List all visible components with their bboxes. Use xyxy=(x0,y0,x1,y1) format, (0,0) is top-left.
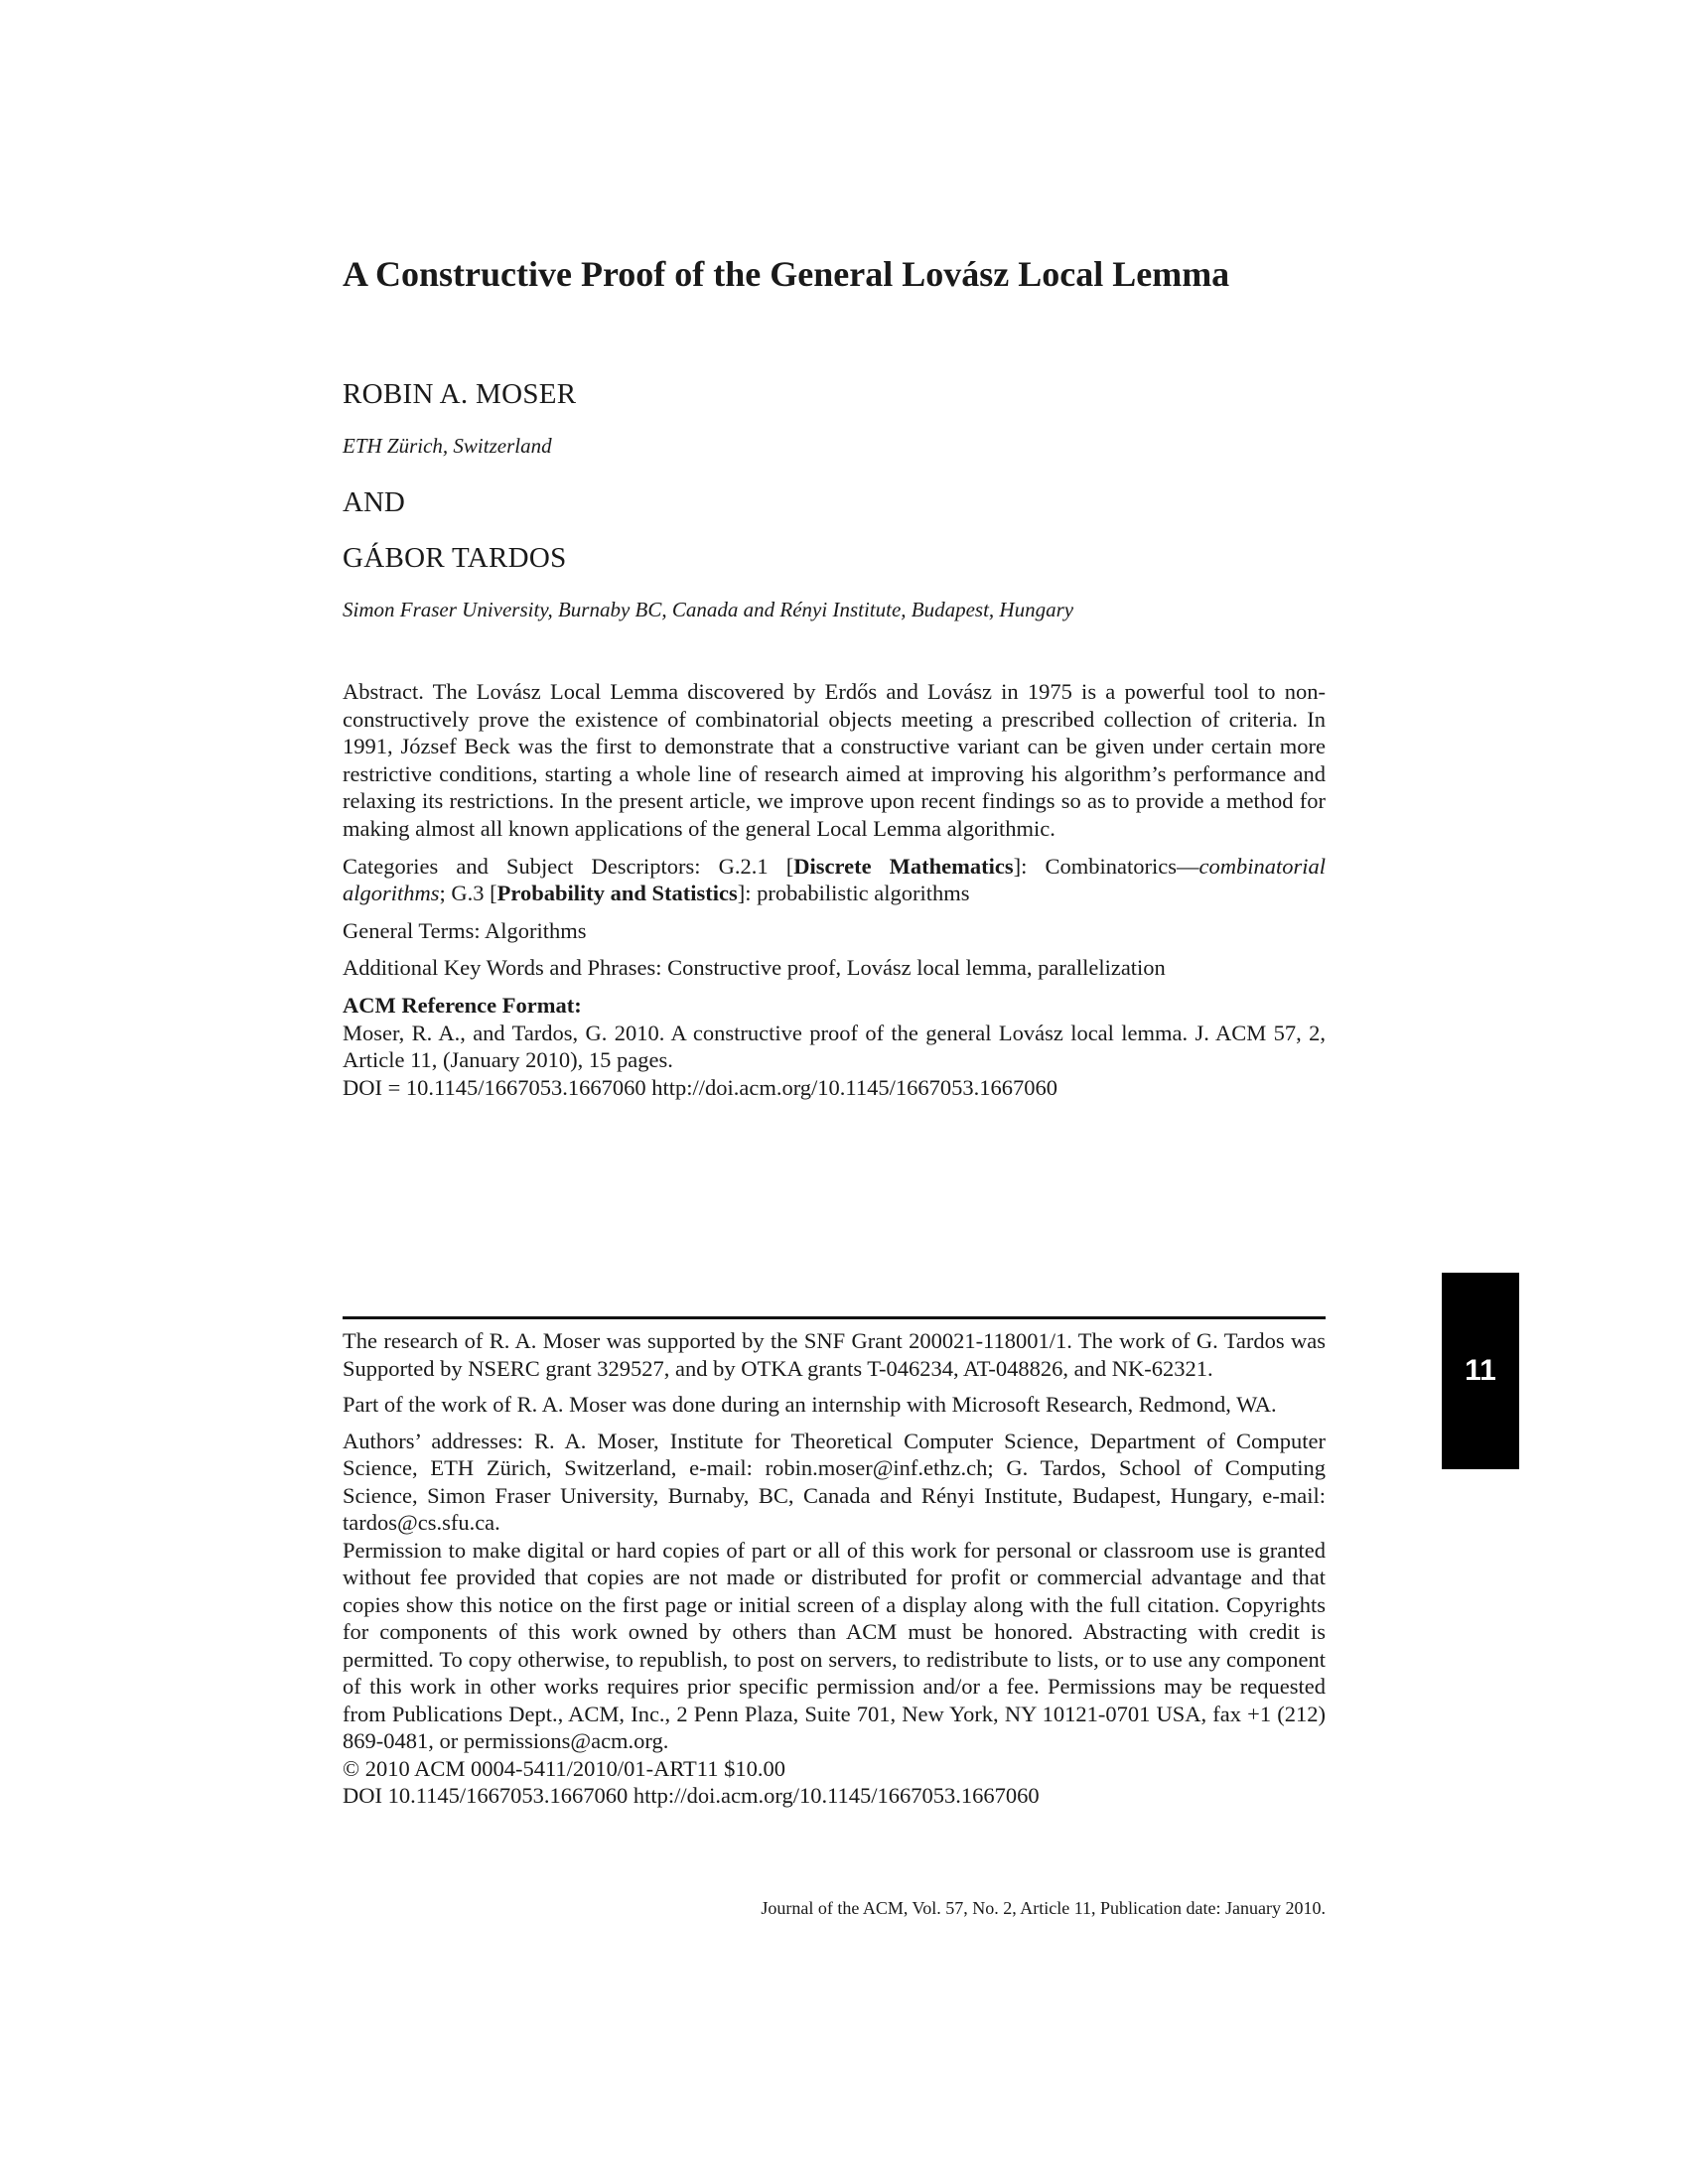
abstract-text: Abstract. The Lovász Local Lemma discovered by Erdős and Lovász in 1975 is a powerful tool to non-constructively prove the existence of combinatorial objects meeting a prescribed collection of criteria. In 1991, József Beck was the first to demonstrate that a constructive variant can be given under certain more restrictive conditions, starting a whole line of research aimed at improving his algorithm’s performance and relaxing its restrictions. In the present article, we improve upon recent findings so as to provide a method for making almost all known applications of the general Local Lemma algorithmic. xyxy=(343,679,1326,841)
footnotes-section xyxy=(343,1327,1326,1810)
author-affiliation-2: Simon Fraser University, Burnaby BC, Canada and Rényi Institute, Budapest, Hungary xyxy=(343,598,1074,621)
general-terms: General Terms: Algorithms xyxy=(343,917,587,943)
footnote-addresses: Authors’ addresses: R. A. Moser, Institute for Theoretical Computer Science, Department of Computer Science, ETH Zürich, Switzerland, e-mail: robin.moser@inf.ethz.ch; G. Tardos, School of Computing Science, Simon Fraser University, Burnaby, BC, Canada and Rényi Institute, Budapest, Hungary, e-mail: tardos@cs.sfu.ca. xyxy=(343,1428,1326,1535)
footnote-internship: Part of the work of R. A. Moser was done during an internship with Microsoft Research, Redmond, WA. xyxy=(343,1392,1277,1417)
footnote-funding: The research of R. A. Moser was supported by the SNF Grant 200021-118001/1. The work of G. Tardos was Supported by NSERC grant 329527, and by OTKA grants T-046234, AT-048826, and NK-62321. xyxy=(343,1328,1326,1381)
footnote-doi: DOI 10.1145/1667053.1667060 http://doi.acm.org/10.1145/1667053.1667060 xyxy=(343,1783,1040,1808)
running-footer: Journal of the ACM, Vol. 57, No. 2, Article 11, Publication date: January 2010. xyxy=(761,1898,1326,1918)
author-conjunction: AND xyxy=(343,486,405,518)
paper-title: A Constructive Proof of the General Lovász Local Lemma xyxy=(343,254,1230,294)
category-discrete-math: Discrete Mathematics xyxy=(793,853,1014,879)
categories-end: ]: probabilistic algorithms xyxy=(737,881,970,906)
category-probability-statistics: Probability and Statistics xyxy=(496,881,738,906)
author-name-1: ROBIN A. MOSER xyxy=(343,378,577,410)
footnote-divider xyxy=(343,1316,1326,1319)
categories-mid1: ]: Combinatorics— xyxy=(1013,853,1199,879)
keywords: Additional Key Words and Phrases: Constructive proof, Lovász local lemma, parallelization xyxy=(343,955,1166,981)
categories-prefix: Categories and Subject Descriptors: G.2.1 [ xyxy=(343,853,794,879)
footnote-copyright: © 2010 ACM 0004-5411/2010/01-ART11 $10.00 xyxy=(343,1755,785,1781)
categories-descriptors xyxy=(343,853,1326,907)
reference-format-heading: ACM Reference Format: xyxy=(343,992,582,1018)
reference-citation: Moser, R. A., and Tardos, G. 2010. A constructive proof of the general Lovász local lemma. J. ACM 57, 2, Article 11, (January 2010), 15 pages. xyxy=(343,1020,1326,1073)
article-number-tab: 11 xyxy=(1442,1273,1519,1469)
footnote-permission: Permission to make digital or hard copies of part or all of this work for personal or classroom use is granted without fee provided that copies are not made or distributed for profit or commercial advantage and that copies show this notice on the first page or initial screen of a display along with the full citation. Copyrights for components of this work owned by others than ACM must be honored. Abstracting with credit is permitted. To copy otherwise, to republish, to post on servers, to redistribute to lists, or to use any component of this work in other works requires prior specific permission and/or a fee. Permissions may be requested from Publications Dept., ACM, Inc., 2 Penn Plaza, Suite 701, New York, NY 10121-0701 USA, fax +1 (212) 869-0481, or permissions@acm.org. xyxy=(343,1537,1326,1753)
categories-mid2: ; G.3 [ xyxy=(439,881,497,906)
abstract-section xyxy=(343,678,1326,1101)
reference-doi: DOI = 10.1145/1667053.1667060 http://doi.acm.org/10.1145/1667053.1667060 xyxy=(343,1074,1057,1100)
subcategory-combinatorial-algorithms: combinatorial algorithms xyxy=(343,853,1326,906)
author-affiliation-1: ETH Zürich, Switzerland xyxy=(343,434,552,458)
author-name-2: GÁBOR TARDOS xyxy=(343,542,567,574)
